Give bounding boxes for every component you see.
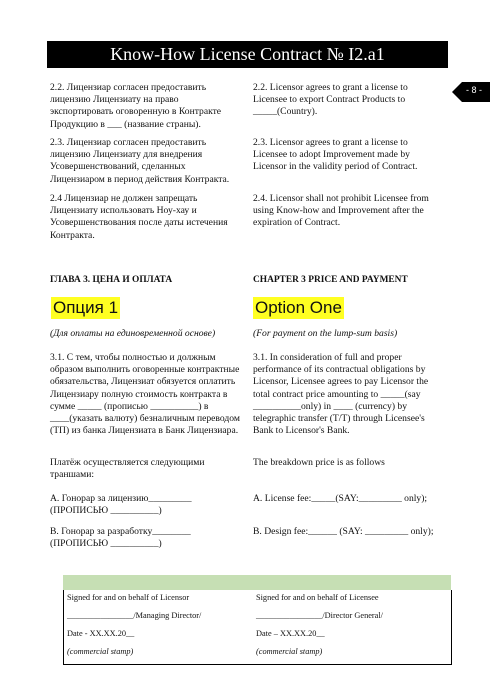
licensor-signature — [67, 590, 247, 659]
clause-2-3-en: 2.3. Licensor agrees to grant a license to Licensee to adopt Improvement made by Licensor in the validity period of Contract. — [253, 137, 418, 173]
license-fee-en: A. License fee:_____(SAY:_________ only); — [253, 493, 428, 504]
option-label-en: Option One — [255, 298, 342, 317]
design-fee-ru: В. Гонорар за разработку________ — [50, 526, 191, 537]
design-fee-en: B. Design fee:______ (SAY: _________ only); — [253, 526, 434, 537]
licensee-stamp: (commercial stamp) — [256, 647, 323, 656]
licensee-signature — [256, 590, 446, 659]
license-fee-ru: А. Гонорар за лицензию_________ — [50, 493, 192, 504]
licensee-sign-date: Date – XX.XX.20__ — [256, 629, 325, 638]
payment-note-en: (For payment on the lump-sum basis) — [253, 328, 398, 339]
clause-3-1-en: 3.1. In consideration of full and proper performance of its contractual obligations by Licensor, Licensee agrees to pay Licensor the total contract price amounting to _____(say __________only) in ____ (currency) by telegraphic transfer (T/T) through Licensee's Bank to Licensor's Bank. — [253, 352, 429, 437]
licensor-sign-title: Signed for and on behalf of Licensor — [67, 593, 190, 602]
tranches-intro-ru: Платёж осуществляется следующими траншами: — [50, 457, 205, 481]
clause-3-1-ru: 3.1. С тем, чтобы полностью и должным образом выполнить оговоренные контрактные обязательства, Лицензиат обязуется оплатить Лицензиару полную стоимость контракта в сумме _____ (прописью __________) в ____(указать валюту) безналичным переводом (ТП) из банка Лицензиата в Банк Лицензиара. — [50, 352, 240, 437]
clause-2-4-en: 2.4. Licensor shall not prohibit Licensee from using Know-how and Improvement after the expiration of Contract. — [253, 193, 429, 229]
clause-2-2-ru: 2.2. Лицензиар согласен предоставить лицензию Лицензиату на право экспортировать оговоренную в Контракте Продукцию в ___ (название страны). — [50, 82, 222, 130]
page-number-tab — [452, 82, 490, 102]
payment-note-ru: (Для оплаты на единовременной основе) — [50, 328, 216, 339]
license-fee-words-ru: (ПРОПИСЬЮ __________) — [50, 505, 162, 516]
licensee-sign-line: ________________/Director General/ — [256, 611, 383, 620]
clause-2-2-en: 2.2. Licensor agrees to grant a license to Licensee to export Contract Products to _____(Country). — [253, 82, 408, 118]
licensor-stamp: (commercial stamp) — [67, 647, 134, 656]
chapter-heading-ru: ГЛАВА 3. ЦЕНА И ОПЛАТА — [50, 275, 173, 285]
signature-header-bar — [63, 575, 451, 590]
document-title: Know-How License Contract № I2.a1 — [47, 41, 448, 68]
clause-2-3-ru: 2.3. Лицензиар согласен предоставить лицензию Лицензиату для внедрения Усовершенствований, сделанных Лицензиаром в период действия Контракта. — [50, 137, 230, 185]
licensor-sign-line: ________________/Managing Director/ — [67, 611, 202, 620]
licensor-sign-date: Date - XX.XX.20__ — [67, 629, 135, 638]
design-fee-words-ru: (ПРОПИСЬЮ __________) — [50, 538, 162, 549]
breakdown-intro-en: The breakdown price is as follows — [253, 457, 385, 468]
clause-2-4-ru: 2.4 Лицензиар не должен запрещать Лицензиату использовать Ноу-хау и Усовершенствования после даты истечения Контракта. — [50, 193, 228, 241]
option-label-ru: Опция 1 — [53, 298, 119, 317]
licensee-sign-title: Signed for and on behalf of Licensee — [256, 593, 379, 602]
chapter-heading-en: CHAPTER 3 PRICE AND PAYMENT — [253, 275, 408, 285]
page-number: - 8 - — [466, 85, 483, 95]
